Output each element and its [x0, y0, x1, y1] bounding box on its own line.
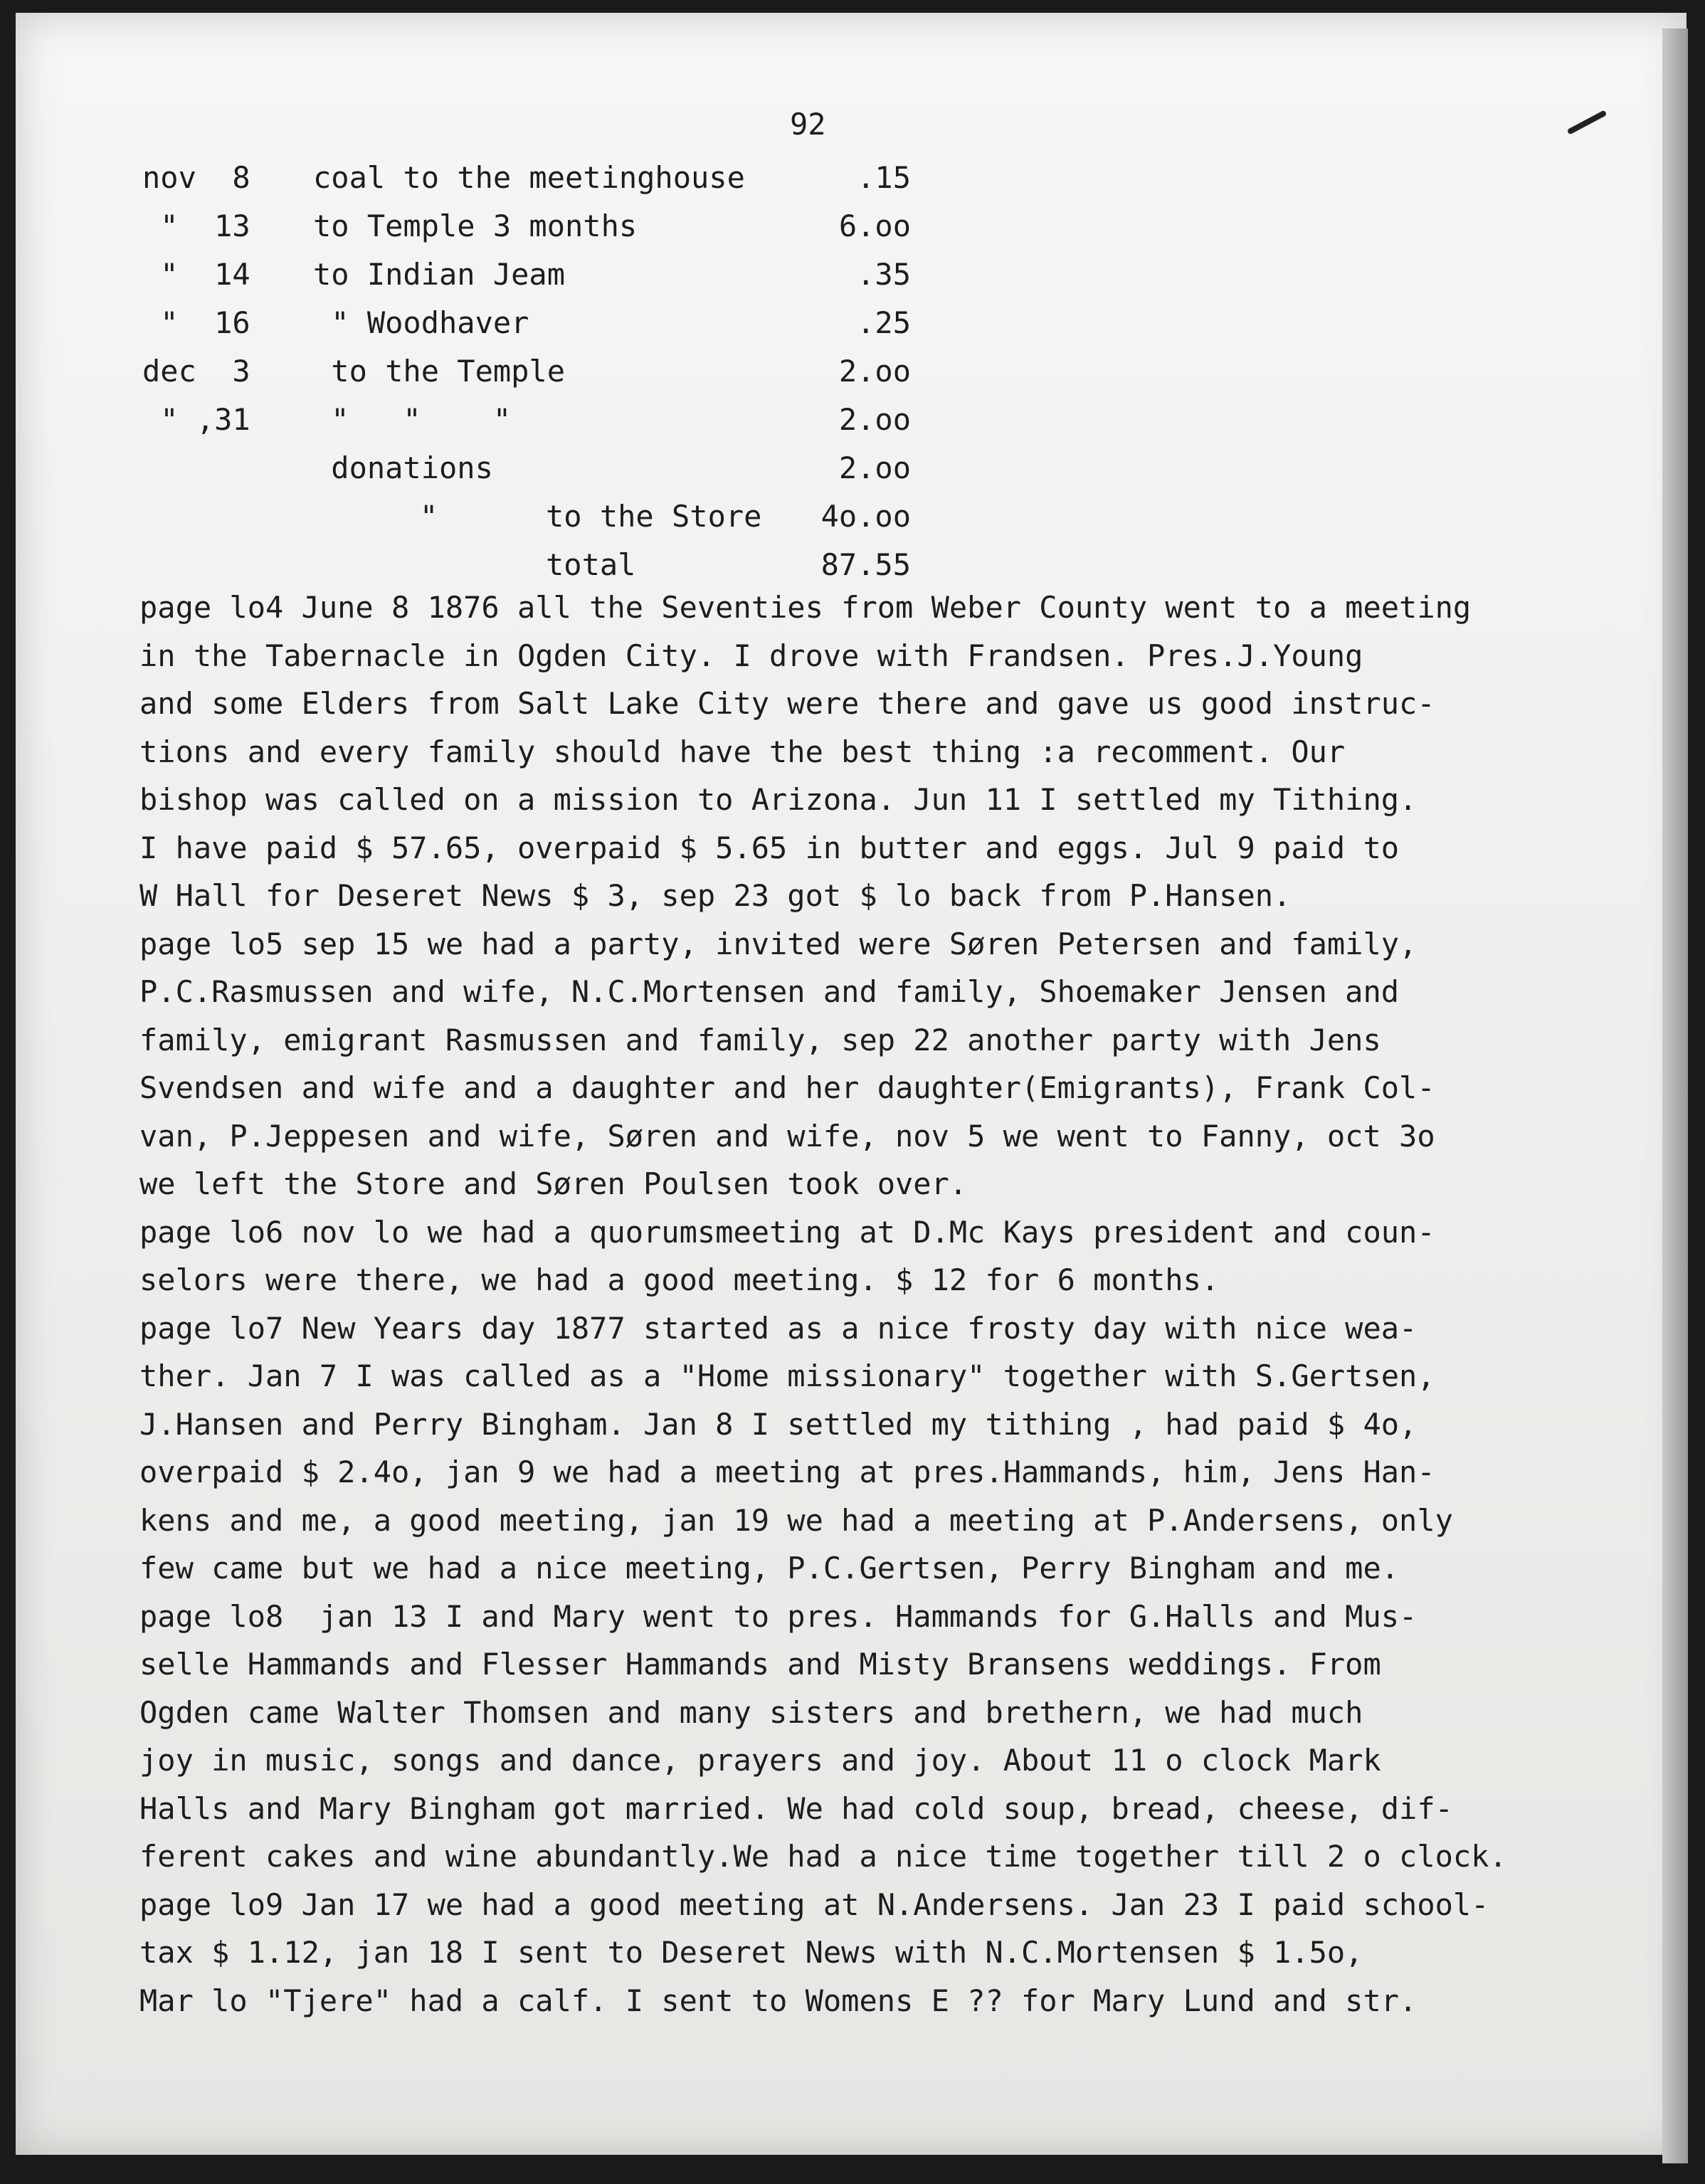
text-line: P.C.Rasmussen and wife, N.C.Mortensen and family, Shoemaker Jensen and	[139, 974, 1400, 1009]
text-line: ferent cakes and wine abundantly.We had a nice time together till 2 o clock.	[139, 1839, 1507, 1874]
text-line: W Hall for Deseret News $ 3, sep 23 got $ lo back from P.Hansen.	[139, 878, 1292, 913]
ledger-item: coal to the meetinghouse	[313, 160, 745, 195]
ledger-amount: 2.oo	[838, 450, 911, 485]
ledger-total-label: total	[420, 547, 636, 582]
ledger-total: 87.55	[820, 547, 911, 582]
ledger-amount: .25	[857, 305, 911, 340]
ledger-date: " 14	[142, 257, 250, 292]
text-line: and some Elders from Salt Lake City were there and gave us good instruc-	[139, 686, 1435, 721]
text-line: page lo8 jan 13 I and Mary went to pres. Hammands for G.Halls and Mus-	[139, 1598, 1418, 1634]
ledger-amount: 4o.oo	[820, 499, 911, 534]
ledger-date: " 13	[142, 209, 250, 243]
text-line: selle Hammands and Flesser Hammands and Misty Bransens weddings. From	[139, 1647, 1381, 1682]
text-line: Svendsen and wife and a daughter and her daughter(Emigrants), Frank Col-	[139, 1070, 1435, 1105]
text-line: page lo7 New Years day 1877 started as a nice frosty day with nice wea-	[139, 1310, 1418, 1346]
page-edge	[1662, 28, 1688, 2163]
text-line: Halls and Mary Bingham got married. We had cold soup, bread, cheese, dif-	[139, 1790, 1453, 1826]
text-line: we left the Store and Søren Poulsen took over.	[139, 1166, 968, 1201]
text-line: family, emigrant Rasmussen and family, sep 22 another party with Jens	[139, 1022, 1381, 1057]
text-line: few came but we had a nice meeting, P.C.Gertsen, Perry Bingham and me.	[139, 1551, 1400, 1586]
ledger-item: to Indian Jeam	[313, 257, 566, 292]
ledger-amount: 6.oo	[838, 209, 911, 243]
text-line: in the Tabernacle in Ogden City. I drove with Frandsen. Pres.J.Young	[139, 638, 1363, 673]
text-line: ther. Jan 7 I was called as a "Home missionary" together with S.Gertsen,	[139, 1359, 1435, 1393]
text-line: van, P.Jeppesen and wife, Søren and wife, nov 5 we went to Fanny, oct 3o	[139, 1118, 1435, 1154]
ledger-item: " " "	[313, 402, 512, 437]
ledger-item: to the Temple	[313, 354, 566, 389]
ledger-item: " to the Store	[420, 499, 762, 534]
ledger-date: " 16	[142, 305, 250, 340]
ledger-amount: .35	[857, 257, 911, 292]
text-line: page lo5 sep 15 we had a party, invited were Søren Petersen and family,	[139, 926, 1418, 961]
text-line: J.Hansen and Perry Bingham. Jan 8 I settled my tithing , had paid $ 4o,	[139, 1406, 1418, 1442]
text-line: tax $ 1.12, jan 18 I sent to Deseret News with N.C.Mortensen $ 1.5o,	[139, 1935, 1363, 1970]
ledger-date: dec 3	[142, 354, 250, 389]
ledger-date: " ,31	[142, 402, 250, 437]
text-line: bishop was called on a mission to Arizona. Jun 11 I settled my Tithing.	[139, 782, 1418, 817]
ledger-item: " Woodhaver	[313, 305, 529, 340]
ledger-item: to Temple 3 months	[313, 209, 638, 243]
text-line: selors were there, we had a good meeting. $ 12 for 6 months.	[139, 1262, 1220, 1297]
text-line: joy in music, songs and dance, prayers and joy. About 11 o clock Mark	[139, 1743, 1381, 1778]
text-line: page lo9 Jan 17 we had a good meeting at N.Andersens. Jan 23 I paid school-	[139, 1887, 1489, 1922]
ledger-amount: 2.oo	[838, 402, 911, 437]
text-line: kens and me, a good meeting, jan 19 we had a meeting at P.Andersens, only	[139, 1502, 1453, 1538]
text-line: page lo4 June 8 1876 all the Seventies from Weber County went to a meeting	[139, 590, 1472, 625]
text-line: I have paid $ 57.65, overpaid $ 5.65 in butter and eggs. Jul 9 paid to	[139, 830, 1400, 865]
text-line: Ogden came Walter Thomsen and many sisters and brethern, we had much	[139, 1694, 1363, 1730]
text-line: tions and every family should have the best thing :a recomment. Our	[139, 734, 1346, 769]
text-line: overpaid $ 2.4o, jan 9 we had a meeting at pres.Hammands, him, Jens Han-	[139, 1455, 1435, 1489]
diary-text	[139, 584, 1634, 2025]
ledger-amount: 2.oo	[838, 354, 911, 389]
ledger-item: donations	[313, 450, 493, 485]
page-number: 92	[790, 107, 826, 142]
ledger-amount: .15	[857, 160, 911, 195]
ledger-date: nov 8	[142, 160, 250, 195]
text-line: page lo6 nov lo we had a quorumsmeeting at D.Mc Kays president and coun-	[139, 1214, 1435, 1250]
text-line: Mar lo "Tjere" had a calf. I sent to Womens E ?? for Mary Lund and str.	[139, 1983, 1418, 2018]
